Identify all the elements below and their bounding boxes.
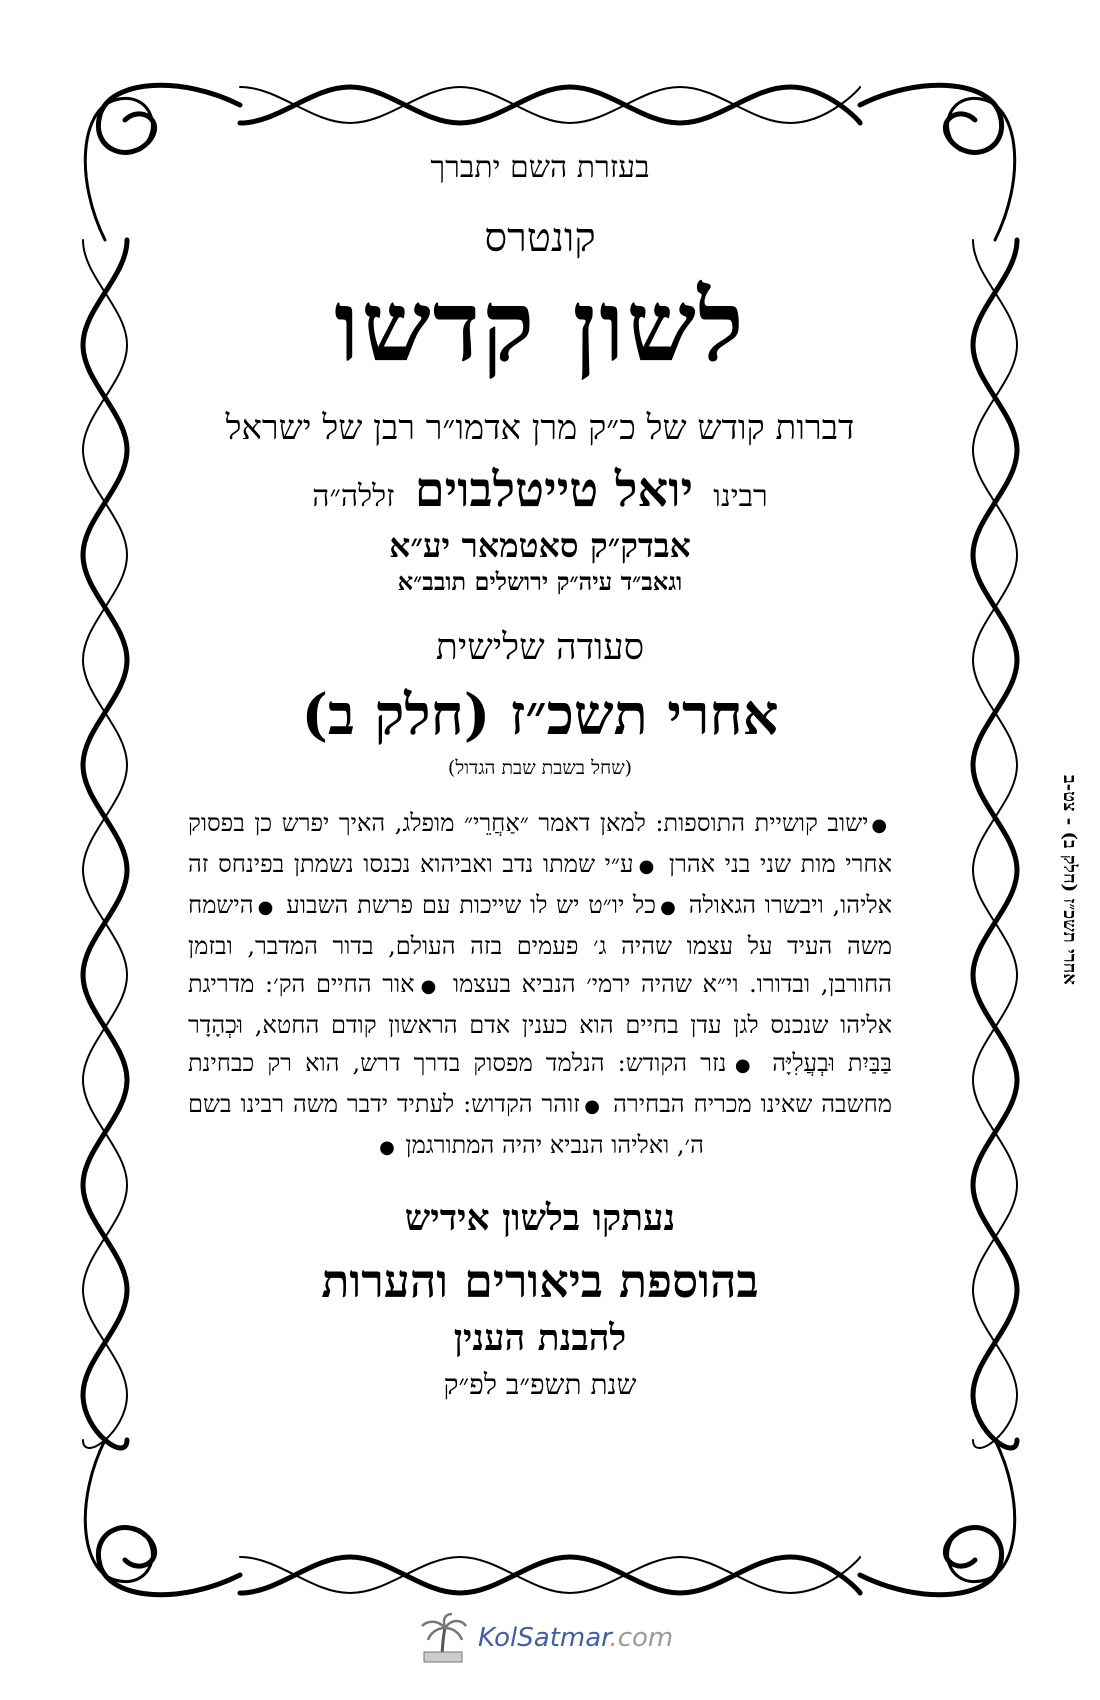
author-title: אבדק״ק סאטמאר יע״א	[389, 525, 691, 565]
occasion-note: (שחל בשבת שבת הגדול)	[447, 756, 633, 779]
corner-bottom-left-a	[98, 1528, 240, 1595]
meal-label: סעודה שלישית	[435, 627, 645, 669]
bullet-icon: ●	[256, 896, 275, 918]
corner-top-right-a	[860, 85, 1002, 152]
parsha-title: אחרי תשכ״ז (חלק ב)	[301, 681, 779, 748]
corner-bottom-right-b	[948, 1440, 1015, 1582]
bullet-icon: ●	[417, 975, 440, 997]
logo-text	[478, 1623, 673, 1653]
summary-item: אור החיים הק׳: מדריגת אליהו שנכנס לגן עדן בחיים הוא כענין אדם הראשון קודם החטא, וּכְהָדָר בַּבַּיִת וּבְעֲלִיָּה	[188, 969, 892, 1077]
author-prefix: רבינו	[713, 479, 768, 515]
corner-bottom-right-a	[860, 1528, 1002, 1595]
corner-top-left-b	[85, 98, 152, 240]
author-name: יואל טייטלבוים	[414, 462, 694, 519]
year-line: שנת תשפ״ב לפ״ק	[443, 1368, 637, 1402]
understanding-line: להבנת הענין	[453, 1316, 627, 1359]
kuntres-label: קונטרס	[484, 215, 596, 261]
book-title: לשון קדשו	[334, 269, 746, 384]
kolsatmar-logo[interactable]	[418, 1610, 688, 1666]
bullet-icon: ●	[659, 896, 677, 918]
bullet-icon: ●	[379, 1136, 395, 1158]
translated-line: נעתקו בלשון אידיש	[404, 1196, 676, 1239]
bullet-icon: ●	[729, 1054, 757, 1076]
author-suffix: זללה״ה	[312, 479, 395, 515]
blessing-line: בעזרת השם יתברך	[430, 150, 650, 185]
corner-top-left-a	[98, 85, 240, 152]
summary-item: כל יו״ט יש לו שייכות עם פרשת השבוע	[277, 890, 656, 919]
bullet-icon: ●	[871, 814, 889, 836]
top-flourish-thick	[240, 87, 860, 123]
corner-bottom-left-b	[85, 1440, 152, 1582]
summary-item: הישמח משה העיד על עצמו שהיה ג׳ פעמים בזה העולם, בדור המדבר, ובזמן החורבן, ובדורו. וי״א שהיה ירמי׳ הנביא בעצמו	[188, 890, 892, 998]
logo-name: KolSatmar	[478, 1623, 610, 1653]
summary-paragraph	[188, 804, 892, 1167]
author-description: דברות קודש של כ״ק מרן אדמו״ר רבן של ישראל	[225, 407, 855, 448]
bullet-icon: ●	[636, 855, 657, 877]
summary-item: נזר הקודש: הנלמד מפסוק בדרך דרש, הוא רק כבחינת מחשבה שאינו מכריח הבחירה	[188, 1048, 892, 1118]
summary-item: ע״י שמתו נדב ואביהוא נכנסו נשמתן בפינחס זה אליהו, ויבשרו הגאולה	[188, 849, 892, 919]
author-line	[180, 462, 900, 520]
bullet-icon: ●	[582, 1095, 602, 1117]
summary-item: ישוב קושיית התוספות: למאן דאמר ״אַחֲרֵי״ מופלג, האיך יפרש כן בפסוק אחרי מות שני בני אהרן	[188, 808, 892, 878]
palm-tree-icon	[418, 1612, 468, 1664]
side-label: אחרי תשכ״ז (חלק ב) - צט-ב	[1059, 775, 1080, 985]
summary-item: זוהר הקדוש: לעתיד ידבר משה רבינו בשם ה׳, ואליהו הנביא יהיה המתורגמן	[188, 1089, 704, 1159]
logo-domain: .com	[609, 1623, 674, 1653]
corner-top-right-b	[948, 98, 1015, 240]
author-jerusalem: וגאב״ד עיה״ק ירושלים תובב״א	[397, 566, 683, 596]
title-page	[180, 150, 900, 1402]
additions-line: בהוספת ביאורים והערות	[321, 1253, 759, 1308]
bottom-flourish-thick	[240, 1557, 860, 1593]
